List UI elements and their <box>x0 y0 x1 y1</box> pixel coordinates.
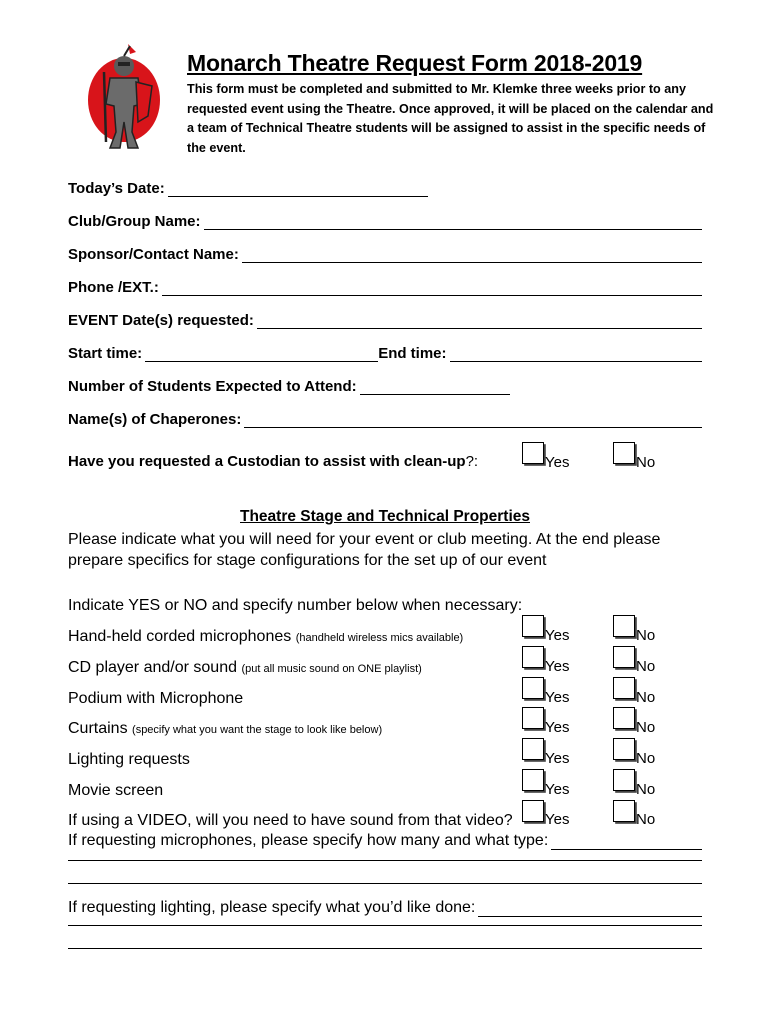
sponsor-contact-input-line[interactable] <box>242 248 702 263</box>
handheld-mics-yes-label: Yes <box>545 627 570 644</box>
cd-player-yes-checkbox[interactable] <box>522 646 544 668</box>
lighting-specify-input-line[interactable] <box>478 902 702 917</box>
event-dates-input-line[interactable] <box>257 314 702 329</box>
mic-specify-line-3[interactable] <box>68 883 702 884</box>
mic-specify-line-2[interactable] <box>68 860 702 861</box>
lighting-specify-row <box>68 899 702 917</box>
custodian-question <box>68 453 478 470</box>
video-sound-no-label: No <box>636 811 656 828</box>
handheld-mics-yes-checkbox[interactable] <box>522 615 544 637</box>
lighting-specify-line-2[interactable] <box>68 925 702 926</box>
chaperones-row <box>68 411 702 428</box>
cd-player-yes-label: Yes <box>545 658 570 675</box>
podium-no-label: No <box>636 689 656 706</box>
indicate-instruction: Indicate YES or NO and specify number below when necessary: <box>68 597 523 614</box>
item-label: Lighting requests <box>68 751 190 768</box>
item-label: Hand-held corded microphones <box>68 628 292 645</box>
mic-specify-input-line[interactable] <box>551 835 702 850</box>
start-time-label: Start time: <box>68 345 143 362</box>
form-instructions: This form must be completed and submitted to Mr. Klemke three weeks prior to any requested event using the Theatre. Once approved, it will be placed on the calendar and a team of Technical Theatre students will be assigned to assist in the specific needs of the event. <box>187 82 714 155</box>
lighting-specify-line-3[interactable] <box>68 948 702 949</box>
lighting-yes-label: Yes <box>545 750 570 767</box>
phone-ext-row <box>68 279 702 296</box>
phone-ext-label: Phone /EXT.: <box>68 279 159 296</box>
item-label: Movie screen <box>68 782 164 799</box>
sponsor-contact-row <box>68 246 702 263</box>
club-group-row <box>68 213 702 230</box>
club-group-label: Club/Group Name: <box>68 213 201 230</box>
movie-screen-no-label: No <box>636 781 656 798</box>
item-label: If using a VIDEO, will you need to have sound from that video? <box>68 812 513 829</box>
custodian-yes-label: Yes <box>545 454 570 471</box>
item-movie-screen <box>68 780 708 801</box>
todays-date-input-line[interactable] <box>168 182 428 197</box>
video-sound-yes-checkbox[interactable] <box>522 800 544 822</box>
event-dates-label: EVENT Date(s) requested: <box>68 312 254 329</box>
lighting-no-label: No <box>636 750 656 767</box>
lighting-specify-label: If requesting lighting, please specify what you’d like done: <box>68 899 476 916</box>
handheld-mics-no-checkbox[interactable] <box>613 615 635 637</box>
num-students-row <box>68 378 702 395</box>
item-note: (put all music sound on ONE playlist) <box>241 663 422 675</box>
time-row <box>68 345 702 362</box>
curtains-yes-checkbox[interactable] <box>522 707 544 729</box>
sponsor-contact-label: Sponsor/Contact Name: <box>68 246 239 263</box>
chaperones-input-line[interactable] <box>244 413 702 428</box>
technical-section-title: Theatre Stage and Technical Properties <box>240 508 530 525</box>
event-dates-row <box>68 312 702 329</box>
lighting-yes-checkbox[interactable] <box>522 738 544 760</box>
curtains-no-checkbox[interactable] <box>613 707 635 729</box>
item-label: CD player and/or sound <box>68 659 237 676</box>
num-students-label: Number of Students Expected to Attend: <box>68 378 357 395</box>
custodian-no-label: No <box>636 454 656 471</box>
start-time-input-line[interactable] <box>145 347 378 362</box>
item-label: Podium with Microphone <box>68 690 244 707</box>
handheld-mics-no-label: No <box>636 627 656 644</box>
custodian-yes-checkbox[interactable] <box>522 442 544 464</box>
lighting-no-checkbox[interactable] <box>613 738 635 760</box>
item-podium <box>68 688 708 709</box>
movie-screen-no-checkbox[interactable] <box>613 769 635 791</box>
item-handheld-mics <box>68 626 708 649</box>
todays-date-label: Today’s Date: <box>68 180 165 197</box>
monarch-knight-logo <box>84 42 164 154</box>
form-title: Monarch Theatre Request Form 2018-2019 <box>187 50 643 76</box>
item-label: Curtains <box>68 720 128 737</box>
end-time-label: End time: <box>378 345 447 362</box>
phone-ext-input-line[interactable] <box>162 281 702 296</box>
podium-yes-checkbox[interactable] <box>522 677 544 699</box>
chaperones-label: Name(s) of Chaperones: <box>68 411 242 428</box>
video-sound-no-checkbox[interactable] <box>613 800 635 822</box>
curtains-no-label: No <box>636 719 656 736</box>
podium-no-checkbox[interactable] <box>613 677 635 699</box>
num-students-input-line[interactable] <box>360 380 510 395</box>
item-note: (handheld wireless mics available) <box>295 632 464 644</box>
item-note: (specify what you want the stage to look like below) <box>132 724 383 736</box>
curtains-yes-label: Yes <box>545 719 570 736</box>
custodian-question-tail: ?: <box>465 453 479 470</box>
cd-player-no-checkbox[interactable] <box>613 646 635 668</box>
custodian-question-text: Have you requested a Custodian to assist with clean-up <box>68 453 466 470</box>
item-cd-player <box>68 657 708 680</box>
end-time-input-line[interactable] <box>450 347 702 362</box>
club-group-input-line[interactable] <box>204 215 702 230</box>
mic-specify-label: If requesting microphones, please specify how many and what type: <box>68 832 549 849</box>
movie-screen-yes-checkbox[interactable] <box>522 769 544 791</box>
movie-screen-yes-label: Yes <box>545 781 570 798</box>
item-curtains <box>68 718 708 741</box>
item-lighting <box>68 749 708 770</box>
mic-specify-row <box>68 832 702 850</box>
cd-player-no-label: No <box>636 658 656 675</box>
podium-yes-label: Yes <box>545 689 570 706</box>
video-sound-yes-label: Yes <box>545 811 570 828</box>
todays-date-row <box>68 180 702 197</box>
custodian-no-checkbox[interactable] <box>613 442 635 464</box>
item-video-sound <box>68 810 708 831</box>
technical-intro: Please indicate what you will need for your event or club meeting. At the end please prepare specifics for stage configurations for the set up of our event <box>68 531 661 569</box>
